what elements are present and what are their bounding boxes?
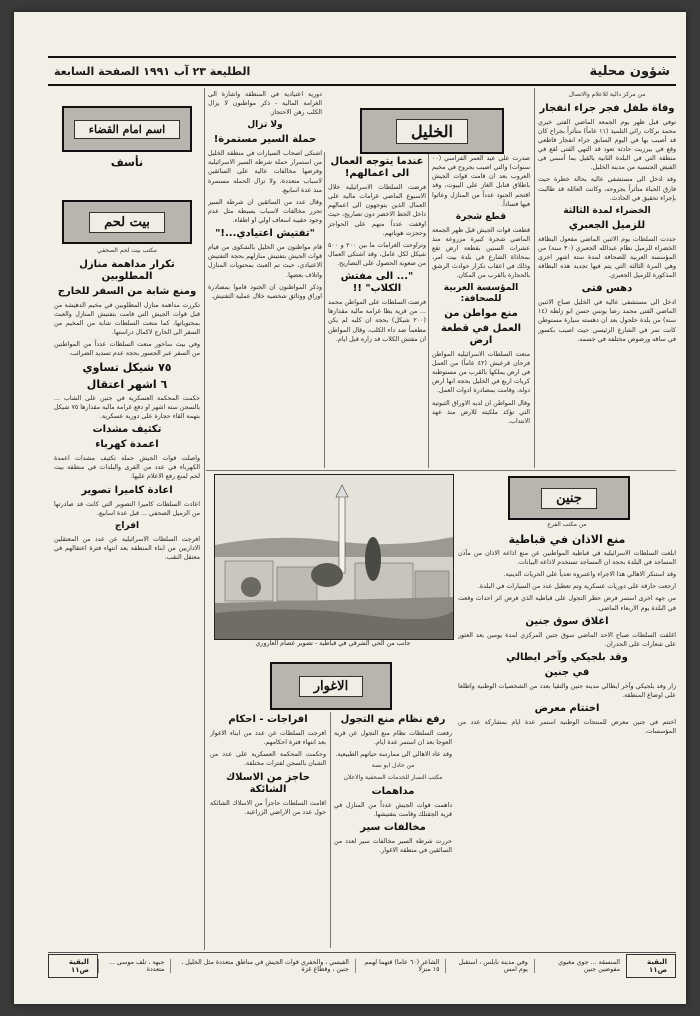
article-text: زار وفد بلجيكي وآخر ايطالي مدينة جنين والتقيا بعدد من الشخصيات الوطنية واطلعا على اوضاع المنطقة. <box>458 682 676 699</box>
subheadline: رفع نظام منع التجول <box>340 714 446 725</box>
headline-raids: ومنع شابة من السفر للخارج <box>57 285 197 297</box>
footer-snippet: المنسقة ... جوي مغبوي مفوضين جنين <box>534 959 626 973</box>
column-rule <box>204 88 205 950</box>
article-text: صدرت على عيد العمر الفراسي (٠٠ سنوات) والتي اصيب بجروح في مخيم العروب بعد ان قامت قوات الجيش باطلاق قنابل الغاز على البيوت، وقد اقتحم الجنود عدداً من المنازل وعاثوا فيها فساداً. <box>432 155 530 208</box>
subheadline: "تفتيش اعتيادي...!" <box>215 228 315 240</box>
article-text: وذكر المواطنون ان الجنود قاموا بمصادرة اوراق ووثائق شخصية خلال عملية التفتيش. <box>208 283 322 300</box>
banner-aghwar <box>270 662 392 710</box>
subheadline: للزميل الجعبري <box>568 219 646 231</box>
article-text: قام مواطنون من الخليل بالشكوى من قيام قوات الجيش بتفتيش منازلهم بحجة التفتيش الاعتيادي، حيث تم العبث بمحتويات المنازل واتلاف بعضها. <box>208 244 322 279</box>
article-text: وقال عدد من السائقين ان شرطة السير تحرر مخالفات لاسباب بسيطة مثل عدم وجود حقيبة اسعاف اولي او اطفاء. <box>208 198 322 225</box>
article-text: ابلغت السلطات الاسرائيلية في قباطية المواطنين عن منع اذاعة الاذان من مآذن المساجد في البلدة بحجة ان المساجد تستخدم لاذاعة البيانات. <box>458 549 676 566</box>
article-text: وقد عاد الاهالي الى ممارسة حياتهم الطبيعية. <box>335 751 452 759</box>
headline-workers: عندما يتوجه العمال الى اعمالهم! <box>330 156 424 179</box>
article-text: افرجت السلطات الاسرائيلية عن عدد من المعتقلين الاداريين من ابناء المنطقة بعد انتهاء فترة اعتقالهم في معتقل النقب. <box>54 535 200 561</box>
subheadline: ولا تزال <box>247 120 283 131</box>
column-center <box>328 154 426 468</box>
subheadline: حاجز من الاسلاك الشائكة <box>225 771 310 795</box>
footer-snippet: جبهة ، تلف موسى ... متعددة <box>98 959 171 973</box>
article-text: افرجت السلطات عن عدد من ابناء الاغوار بعد انتهاء فترة احكامهم. <box>210 730 326 747</box>
subheadline: قطع شجرة <box>455 211 507 222</box>
footer-snippet: الشاعر (٦٠ عاما) قتهما لهمم ١٥ منزلا <box>355 959 446 973</box>
article-text: وقد استنكر الاهالي هذا الاجراء واعتبروه تعدياً على الحريات الدينية. <box>503 571 676 579</box>
column-aghwar-right <box>334 712 452 948</box>
photo-caption: جانب من الحي الشرقي في قباطية - تصوير عصام العاروري <box>255 640 411 647</box>
section-rule <box>206 470 676 471</box>
column-rule <box>330 712 331 948</box>
article-text: فرضت السلطات على المواطن محمد ... من قرية يطا غرامة مالية مقدارها (٢٠٠ شيكل) بحجة ان كلبه لم يكن مطعماً ضد داء الكلب، وقال المواطن ان مفتش الكلاب قد زاره قبل ايام. <box>328 299 426 343</box>
article-text: وقال المواطن ان لديه الاوراق الثبوتية التي تؤكد ملكيته للارض منذ عهد الانتداب. <box>432 399 530 425</box>
page-header <box>48 56 676 86</box>
column-rule <box>428 152 429 468</box>
subheadline: اغلاق سوق جنين <box>525 615 609 627</box>
article-text: اغلقت السلطات صباح الاحد الماضي سوق جنين المركزي لمدة يومين بعد العثور على شعارات على الجدران. <box>458 631 676 648</box>
article-text: تكررت مداهمة منازل المطلوبين في مخيم الدهيشة من قبل قوات الجيش التي قامت بتفتيش المنازل والعبث بمحتوياتها، كما منعت السلطات شابة من المخيم من السفر الى الخارج لاكمال دراستها. <box>54 301 200 337</box>
headline-adhan: منع الاذان في قباطية <box>508 532 626 546</box>
article-text: اعادت السلطات كاميرا التصوير التي كانت قد صادرتها من الزميل الصحفي ... قبل عدة اسابيع. <box>54 500 200 517</box>
column-left-top <box>54 154 200 194</box>
office-byline: من مكتب الفرع <box>547 521 587 528</box>
column-left <box>54 246 200 948</box>
article-text: وقد ادخل الى مستشفى عالية بحالة خطرة حيث فارق الحياة متأثراً بجروحه، وكانت العائلة قد طالبت بإجراء تحقيق في الحادث. <box>538 176 676 202</box>
subheadline: منع مواطن من <box>444 307 518 319</box>
article-text: توفي قبل ظهر يوم الجمعة الماضي الفتى خيري محمد بركات رائي التلميذ (١١ عاماً) متأثراً بجراح كان قد أصيب بها في اليوم السابق جراء انفجار قاطعي وقع في بيرزيت حادثة تعود قد التهي الفتى لقع في منطقة التي في البلدة الثانية بالقبل بما أسمى فى الفيض الجنسية من مدينة الخليل. <box>538 118 676 172</box>
footer-snippet: الفيسي ، والحفري قوات الجيش في مناطق متعددة مثل الخليل ، جنين ، وقطاع غزة <box>170 959 354 973</box>
banner-label: اسم امام القضاء <box>74 120 180 139</box>
banner-label: الخليل <box>396 119 468 144</box>
column-author: نأسف <box>110 156 144 169</box>
article-text: قطعت قوات الجيش قبل ظهر الجمعة الماضي شجرة كبيرة مزروعة منذ عشرات السنين بقطعة ارض تقع بمحاذاة الشارع في بلدة بيت امر، وذلك في اعقاب تكرار حوادث الرشق بالحجارة بالقرب من المكان. <box>432 226 530 280</box>
article-text: من جهة اخرى استمر فرض حظر التجول على قباطية الذي فرض اثر احداث وقعت في البلدة يوم الاربعاء الماضي. <box>458 595 676 612</box>
subheadline: مداهمات <box>371 785 415 797</box>
section-title: شؤون محلية <box>589 63 670 79</box>
subheadline: العمل في قطعة ارض <box>440 322 522 346</box>
article-text: واصلت قوات الجيش حملة تكثيف مشدات اعمدة الكهرباء في عدد من القرى والبلدات في منطقة بيت لحم لمنع رفع الاعلام عليها. <box>54 455 200 481</box>
article-text: فرضت السلطات الاسرائيلية خلال الاسبوع الماضي غرامات مالية على العمال الذين يتوجهون الى اعمالهم داخل الخط الاخضر دون تصاريح، حيث اوقفت عدداً منهم على الحواجز وحجزت هوياتهم. <box>328 184 426 237</box>
office-byline: مكتب بيت لحم الصحفي <box>97 247 157 254</box>
headline-raids: تكرار مداهمة منازل المطلوبين <box>79 258 175 282</box>
banner-label: بيت لحم <box>89 212 165 233</box>
subheadline: مخالفات سير <box>360 822 426 833</box>
headline-camera: اعادة كاميرا تصوير <box>81 484 173 496</box>
article-text: جددت السلطات يوم الاثنين الماضي مفعول البطاقة الخضراء للزميل نظام عبدالله الجعبري (٣٠ سنة) من المؤسسة العربية للصحافة لمدة ستة اشهر اخرى وهي المرة الثالثة التي يتم فيها تجديد هذه البطاقة المذكورة للزميل الجعبري. <box>538 235 676 280</box>
banner-qada <box>62 106 192 152</box>
article-text: حررت شرطة السير مخالفات سير لعدد من السائقين في منطقة الاغوار. <box>334 838 452 855</box>
continued-right: البقية ص١١ <box>626 954 676 978</box>
column-left-center <box>208 90 322 468</box>
column-jenin <box>458 520 676 950</box>
banner-label: جنين <box>541 488 597 509</box>
subheadline: افراجات - احكام <box>228 714 308 725</box>
column-rule <box>324 152 325 468</box>
column-right-center <box>432 154 530 468</box>
office-byline: مكتب النصار للخدمات الصحفية والاعلان <box>343 774 443 782</box>
newspaper-page <box>14 12 686 1004</box>
article-text: وفي بيت ساحور منعت السلطات عدداً من المواطنين من السفر عبر الجسور بحجة عدم تسديد الضرائب. <box>54 341 200 358</box>
article-text: منعت السلطات الاسرائيلية المواطن فرحان قرعيش (٤٢ عاماً) من العمل في ارض يملكها بالقرب من مستوطنة كريات اربع في الخليل بحجة انها ارض دولة، وقامت بمصادرة ادوات العمل. <box>432 350 530 395</box>
subheadline: افراج <box>114 520 140 531</box>
article-text: دورية اعتيادية في المنطقة واشارة الى الغرامة المالية - ذكر مواطنون لا يزال الكلب رهن الاحتجاز. <box>208 91 322 117</box>
subheadline: دهس فتى <box>581 283 633 295</box>
continued-left: البقية ص١١ <box>48 954 98 978</box>
edition-line: الطليعة ٢٣ آب ١٩٩١ الصفحة السابعة <box>54 64 251 78</box>
article-text: اختتم في جنين معرض للمنتجات الوطنية استمر عدة ايام بمشاركة عدد من المؤسسات. <box>458 719 676 736</box>
banner-label: الاغوار <box>299 676 363 697</box>
article-text: اشتكى اصحاب السيارات في منطقة الخليل من استمرار حملة شرطة السير الاسرائيلية وفرضها مخالفات عالية على السائقين لاسباب متعددة، ولا تزال الحملة مستمرة منذ عدة اسابيع. <box>208 150 322 194</box>
headline-poles: اعمدة كهرباء <box>95 439 159 451</box>
page-footer <box>48 952 676 979</box>
banner-beitlahm <box>62 200 192 244</box>
subheadline: وقد بلجيكي وآخر ايطالي <box>506 651 628 663</box>
article-text: داهمت قوات الجيش عدداً من المنازل في قرية الجفتلك وقامت بتفتيشها. <box>334 801 452 818</box>
subheadline: المؤسسة العربية للصحافة: <box>443 283 519 305</box>
article-text: ادخل الى مستشفى عالية في الخليل صباح الاثنين الماضي الفتى محمد رضا يونس حسن ابو زلطة (١٤ سنة) من بلدة حلحول بعد ان دهسته سيارة مستوطن كانت تمر في الشارع الرئيسي حيث اصيب بكسور في ساقه ورضوض مختلفة في جسمه. <box>538 299 676 343</box>
footer-snippet: وفي مدينة نابلس ، استقبل يوم امس <box>445 959 533 973</box>
subheadline: اختتام معرض <box>534 703 600 715</box>
photo-qabatiya <box>214 474 454 640</box>
headline-poles: تكثيف مشدات <box>92 424 162 436</box>
article-text: حكمت المحكمة العسكرية في جنين على الشاب ... بالسجن ستة اشهر او دفع غرامة مالية مقدارها ٧٥ شيكل بتهمة القاء حجارة على دورية عسكرية. <box>54 394 200 421</box>
column-rule <box>534 88 535 468</box>
headline-child-death: وفاة طفل فجر جراء انفجار <box>539 102 675 114</box>
article-text: وتراوحت الغرامات ما بين ٢٠٠ و ٥٠٠ شيكل لكل عامل، وقد اشتكى العمال من صعوبة الحصول على التصاريح. <box>328 241 426 267</box>
headline-fine: ٦ اشهر اعتقال <box>86 377 168 391</box>
subheadline: الخضراء لمدة الثالثة <box>563 205 651 216</box>
article-text: رفعت السلطات نظام منع التجول عن قرية العوجا بعد ان استمر عدة ايام. <box>334 730 452 747</box>
banner-khalil <box>360 108 504 154</box>
subheadline: في جنين <box>544 666 590 678</box>
column-right <box>538 90 676 470</box>
article-text: وحكمت المحكمة العسكرية على عدد من الشبان بالسجن لفترات مختلفة. <box>210 751 326 768</box>
subheadline: "... الى مفتش الكلاب" !! <box>340 271 414 295</box>
column-aghwar-left <box>210 712 326 948</box>
headline-fine: ٧٥ شيكل تساوي <box>82 361 172 375</box>
kicker: من مركز دالية للاعلام والاتصال <box>568 91 646 98</box>
article-text: اقامت السلطات حاجزاً من الاسلاك الشائكة حول عدد من الاراضي الزراعية. <box>210 799 326 816</box>
subheadline: حملة السير مستمرة! <box>213 134 317 146</box>
village-photo <box>215 475 453 639</box>
office-byline: من حادل ابو نصة <box>371 762 415 770</box>
banner-jenin <box>508 476 630 520</box>
article-text: ارجعت حارقة على دوريات عسكرية وتم تعطيل عدد من السيارات في البلدة. <box>477 583 676 591</box>
